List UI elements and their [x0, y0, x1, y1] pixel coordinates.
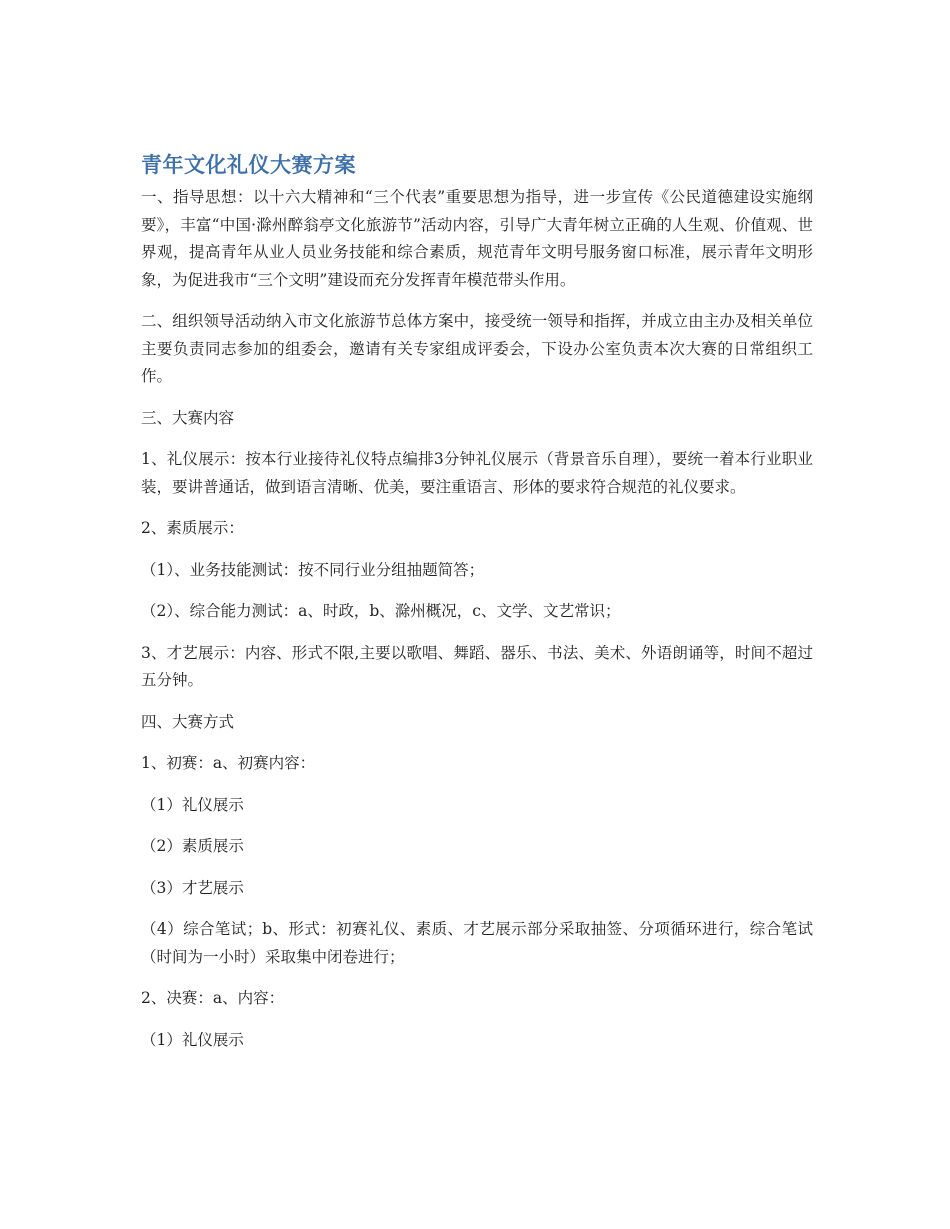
paragraph-ability-test: （2）、综合能力测试：a、时政，b、滁州概况，c、文学、文艺常识； — [141, 602, 621, 620]
paragraph-quality-display: 2、素质展示： — [141, 519, 244, 537]
paragraph-etiquette-display: 1、礼仪展示：按本行业接待礼仪特点编排3分钟礼仪展示（背景音乐自理），要统一着本行业职业装，要讲普通话，做到语言清晰、优美，要注重语言、形体的要求符合规范的礼仪要求。 — [141, 450, 813, 496]
document-body — [141, 150, 813, 1068]
list-item-final-etiquette: （1）礼仪展示 — [141, 1030, 244, 1049]
list-item-talent: （3）才艺展示 — [141, 878, 244, 897]
document-title: 青年文化礼仪大赛方案 — [141, 153, 356, 177]
paragraph-final: 2、决赛：a、内容： — [141, 989, 285, 1007]
paragraph-guiding-ideology: 一、指导思想：以十六大精神和“三个代表”重要思想为指导，进一步宣传《公民道德建设实施纲要》，丰富“中国·滁州醉翁亭文化旅游节”活动内容，引导广大青年树立正确的人生观、价值观、世界观，提高青年从业人员业务技能和综合素质，规范青年文明号服务窗口标准，展示青年文明形象，为促进我市“三个文明”建设而充分发挥青年模范带头作用。 — [141, 188, 813, 289]
list-item-quality: （2）素质展示 — [141, 837, 244, 855]
paragraph-skill-test: （1）、业务技能测试：按不同行业分组抽题简答； — [141, 560, 485, 579]
paragraph-talent-display: 3、才艺展示：内容、形式不限,主要以歌唱、舞蹈、器乐、书法、美术、外语朗诵等，时间不超过五分钟。 — [141, 643, 813, 689]
list-item-written-test: （4）综合笔试；b、形式：初赛礼仪、素质、才艺展示部分采取抽签、分项循环进行，综合笔试（时间为一小时）采取集中闭卷进行； — [141, 920, 813, 966]
list-item-etiquette: （1）礼仪展示 — [141, 795, 244, 814]
paragraph-preliminary: 1、初赛：a、初赛内容： — [141, 754, 316, 772]
heading-contest-format: 四、大赛方式 — [141, 712, 235, 731]
paragraph-organization: 二、组织领导活动纳入市文化旅游节总体方案中，接受统一领导和指挥，并成立由主办及相关单位主要负责同志参加的组委会，邀请有关专家组成评委会，下设办公室负责本次大赛的日常组织工作。 — [141, 312, 813, 385]
heading-contest-content: 三、大赛内容 — [141, 408, 235, 427]
